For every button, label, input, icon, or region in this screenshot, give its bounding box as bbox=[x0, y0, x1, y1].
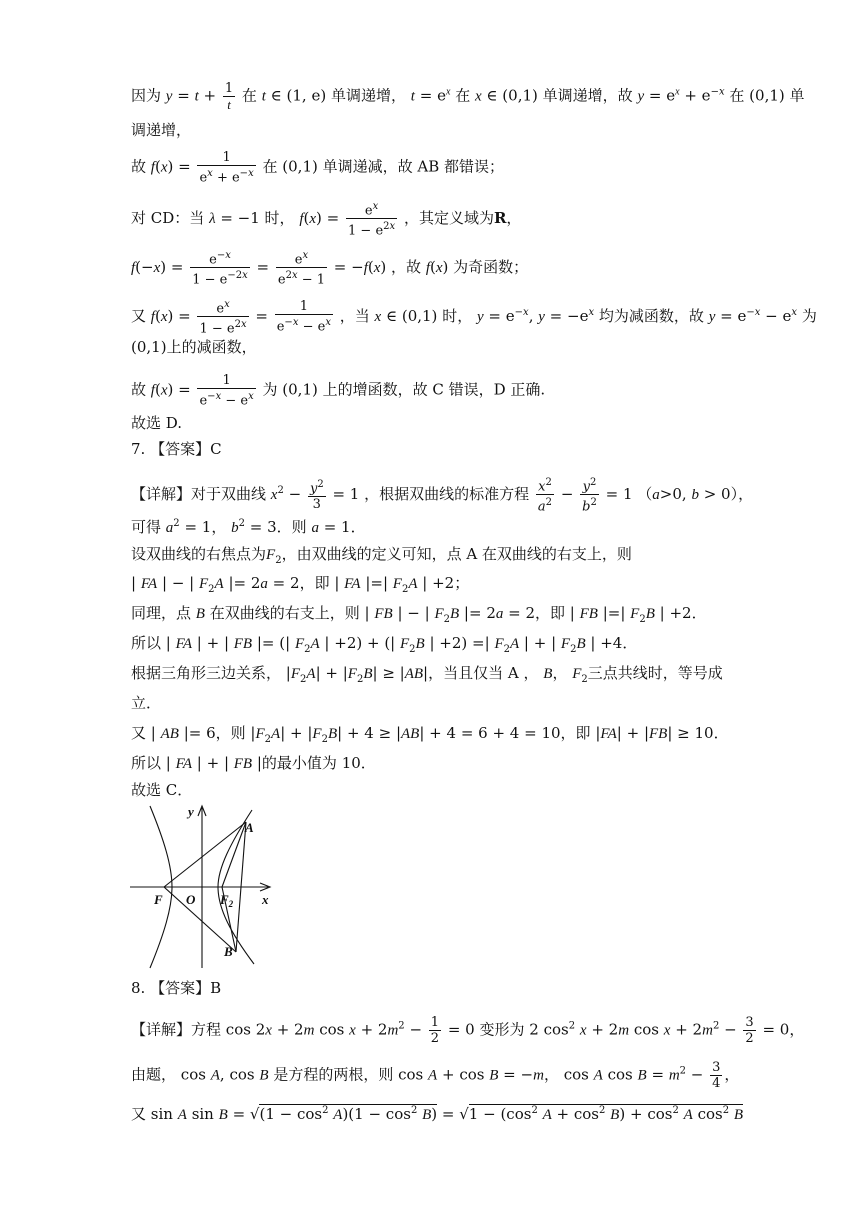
detail-7-line-10: 所以 | FA | + | FB |的最小值为 10． bbox=[131, 754, 376, 772]
label-O: O bbox=[186, 892, 196, 907]
detail-8-line-1: 【详解】方程 cos 2x + 2m $\cos x + 2m^2$ − $\frac{1}{2}$ = 0 变形为 2 $\cos^2 x + 2m$ $\cos x + 2m^2$ − $\frac{3}{2}$ = 0， bbox=[131, 1015, 805, 1046]
label-y: y bbox=[188, 804, 194, 819]
detail-7-line-3: 设双曲线的右焦点为$F_2$，由双曲线的定义可知，点 A 在双曲线的右支上，则 bbox=[131, 545, 632, 566]
line-9: 故选 D. bbox=[131, 414, 183, 432]
detail-7-line-4: | FA | − | $F_2A$ |= 2a = 2，即 | FA |=| $F_2A$ | +2； bbox=[131, 574, 470, 595]
detail-8-line-3: 又 sin A $\sin B = √(1 - \cos^2 A)(1 - \cos^2 B) = √1 - (\cos^2$ $A + \cos^2 B) + \cos^2 A$ $\cos^2 B$ bbox=[131, 1105, 744, 1123]
detail-7-line-2: 可得 $a^2 = 1$， $b^2 = 3$．则 a = 1． bbox=[131, 518, 366, 536]
label-x: x bbox=[262, 892, 269, 907]
question-7-answer: 7. 【答案】C bbox=[131, 440, 222, 458]
detail-7-line-5: 同理，点 B 在双曲线的右支上，则 | FB | − | $F_2B$ |= 2a = 2，即 | FB |=| $F_2B$ | +2． bbox=[131, 604, 707, 625]
detail-7-line-11: 故选 C． bbox=[131, 781, 193, 799]
detail-7-line-7: 根据三角形三边关系， $|F_2A| + |F_2B| \ge |AB|$，当且仅当 A ， B， $F_2$三点共线时，等号成 bbox=[131, 664, 723, 685]
line-5: f(−x) = $\frac{e^{-x}}{1 - e^{-2x}}$ = $\frac{e^x}{e^{2x} - 1}$ = −f(x) ，故 f(x) 为奇函数； bbox=[131, 250, 529, 288]
line-4: 对 CD：当 λ = −1 时， f(x) = $\frac{e^x}{1 - e^{2x}}$ ，其定义域为R， bbox=[131, 201, 522, 239]
detail-7-line-6: 所以 | FA | + | FB |= (| $F_2A$ | +2) + (| $F_2B$ | +2) =| $F_2A$ | + | $F_2B$ | +4． bbox=[131, 634, 638, 655]
question-8-answer: 8. 【答案】B bbox=[131, 979, 222, 997]
line-8: 故 f(x) = $\frac{1}{e^{-x} - e^x}$ 为 (0,1) 上的增函数，故 C 错误，D 正确. bbox=[131, 373, 546, 409]
line-1: 因为 y = t + $\frac{1}{t}$ 在 t ∈ (1, e) 单调递增， $t = e^x$ 在 x ∈ (0,1) 单调递增，故 $y = e^x + e^{-x}$ 在 (0,1) 单 bbox=[131, 81, 805, 112]
line-6: 又 f(x) = $\frac{e^x}{1 - e^{2x}}$ = $\frac{1}{e^{-x} - e^x}$ ，当 x ∈ (0,1) 时， $y = e^{-x}$, $y = -e^x$ 均为减函数，故 $y = e^{-x} - e^x$ 为 bbox=[131, 299, 817, 337]
detail-8-line-2: 由题， cos A, cos B 是方程的两根，则 cos A + cos B = −m， cos A $\cos B = m^2$ − $\frac{3}{4}$ ， bbox=[131, 1060, 740, 1091]
label-F2: $F_2$ bbox=[220, 892, 234, 909]
detail-7-line-8: 立． bbox=[131, 694, 162, 712]
label-A: A bbox=[245, 820, 254, 835]
label-B: B bbox=[224, 944, 233, 959]
detail-7-line-1: 【详解】对于双曲线 $x^2$ − $\frac{y^2}{3}$ = 1 ，根据双曲线的标准方程 $\frac{x^2}{a^2}$ − $\frac{y^2}{b^2}$ = 1 （a>0, b > 0）， bbox=[131, 477, 754, 515]
line-3: 故 f(x) = $\frac{1}{e^x + e^{-x}}$ 在 (0,1) 单调递减，故 AB 都错误； bbox=[131, 150, 505, 186]
detail-7-line-9: 又 | AB |= 6，则 $|F_2A| + |F_2B| + 4 \ge |AB| + 4 = 6 + 4 = 10$，即 |FA| + |FB| ≥ 10． bbox=[131, 724, 729, 745]
line-7: (0,1)上的减函数， bbox=[131, 338, 257, 356]
label-F: F bbox=[154, 892, 163, 907]
line-2: 调递增， bbox=[131, 121, 192, 139]
hyperbola-figure bbox=[126, 800, 276, 970]
